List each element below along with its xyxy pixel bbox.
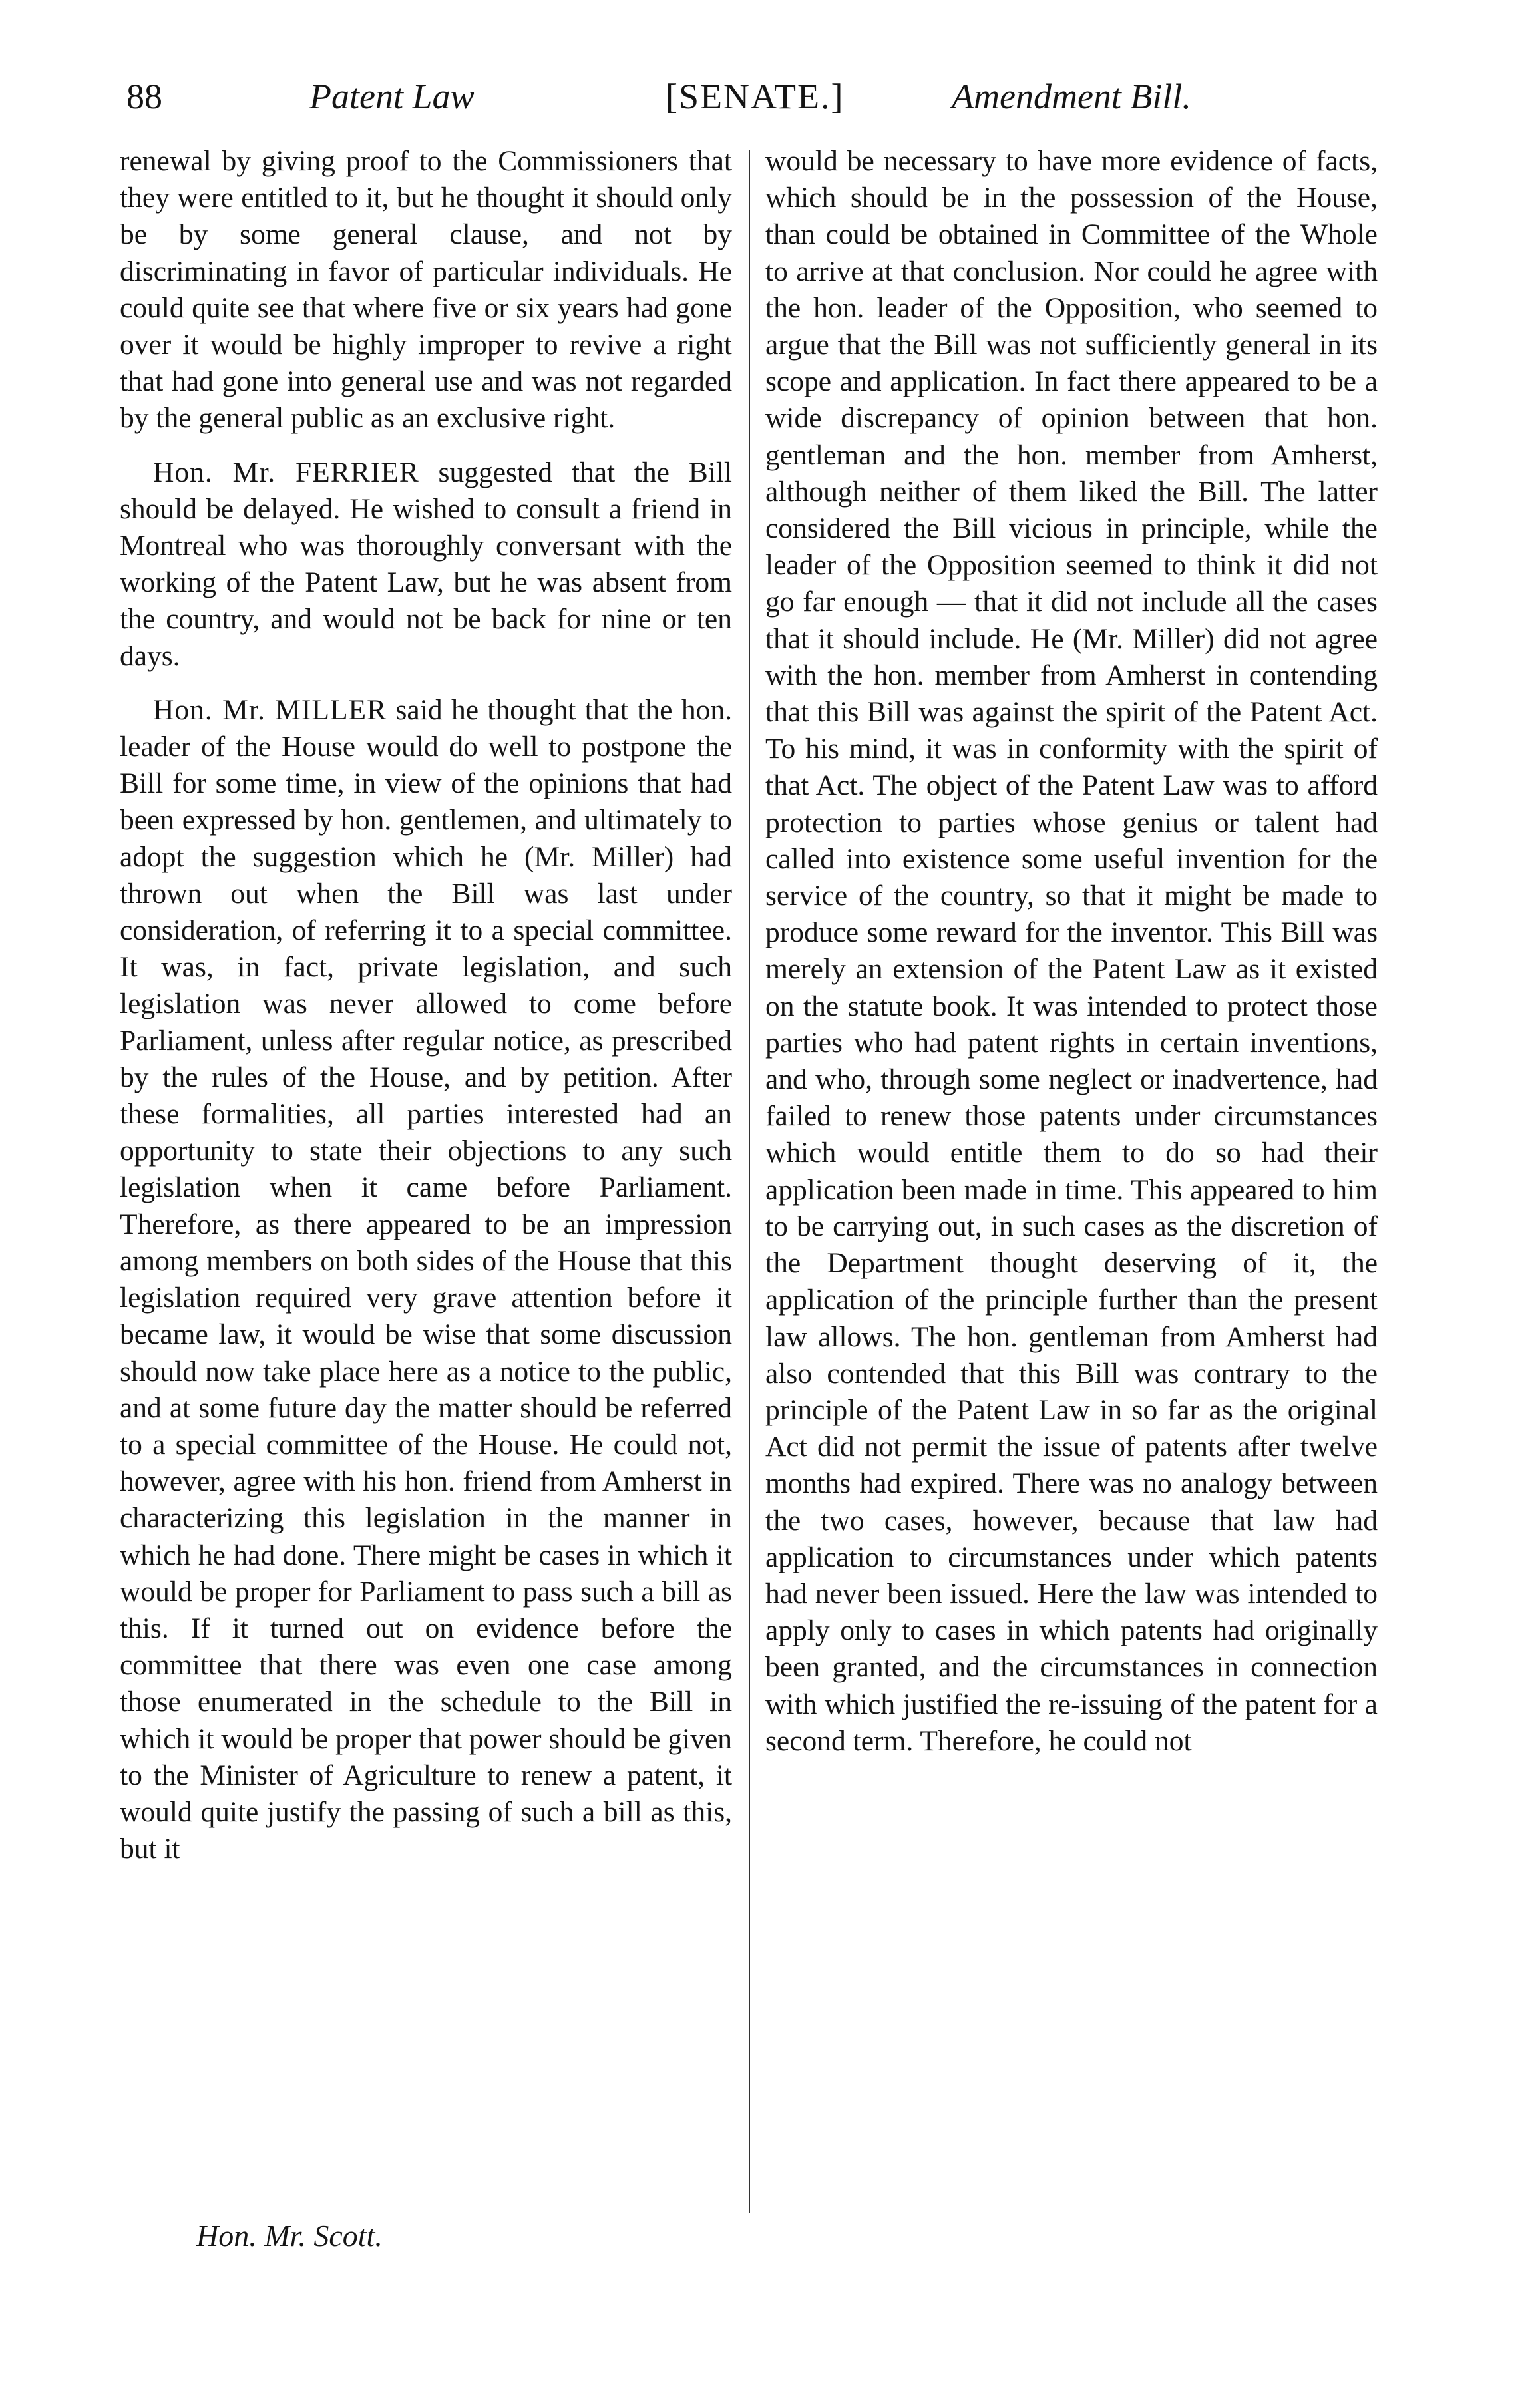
speaker-name: Hon. Mr. MILLER (153, 693, 387, 726)
paragraph-ferrier (120, 455, 732, 675)
paragraph-continuation: renewal by giving proof to the Commissioners that they were entitled to it, but he thought it should only be by some general clause, and not by discriminating in favor of particular individuals. He could quite see that where five or six years had gone over it would be highly improper to revive a right that had gone into general use and was not regarded by the general public as an exclusive right. (120, 145, 732, 435)
paragraph-miller (120, 692, 732, 1868)
column-divider (749, 150, 750, 2213)
catchword: Hon. Mr. Scott. (196, 2219, 383, 2253)
running-title-center: [SENATE.] (666, 77, 845, 116)
speaker-name: Hon. Mr. FERRIER (153, 456, 419, 488)
page-number: 88 (126, 77, 162, 116)
left-column (120, 143, 732, 1885)
running-title-left: Patent Law (309, 77, 475, 116)
speech-text: said he thought that the hon. leader of the House would do well to postpone the Bill for some time, in view of the opinions that had been expressed by hon. gentlemen, and ultimately to adopt the suggestion which he (Mr. Miller) had thrown out when the Bill was last under consideration, of referring it to a special committee. It was, in fact, private legislation, and such legislation was never allowed to come before Parliament, unless after regular notice, as prescribed by the rules of the House, and by petition. After these formalities, all parties interested had an opportunity to state their objections to any such legislation when it came before Parliament. Therefore, as there appeared to be an impression among members on both sides of the House that this legislation required very grave attention before it became law, it would be wise that some discussion should now take place here as a notice to the public, and at some future day the matter should be referred to a special committee of the House. He could not, however, agree with his hon. friend from Amherst in characterizing this legislation in the manner in which he had done. There might be cases in which it would be proper for Parliament to pass such a bill as this. If it turned out on evidence before the committee that there was even one case among those enumerated in the schedule to the Bill in which it would be proper that power should be given to the Minister of Agriculture to renew a patent, it would quite justify the passing of such a bill as this, but it (120, 693, 732, 1865)
speech-text: suggested that the Bill should be delayed. He wished to consult a friend in Montreal who was thoroughly conversant with the working of the Patent Law, but he was absent from the country, and would not be back for nine or ten days. (120, 456, 732, 672)
running-head (126, 70, 1378, 123)
right-column (765, 143, 1378, 1777)
running-title-right: Amendment Bill. (952, 77, 1191, 116)
paragraph-continuation: would be necessary to have more evidence of facts, which should be in the possession of the House, than could be obtained in Committee of the Whole to arrive at that conclusion. Nor could he agree with the hon. leader of the Opposition, who seemed to argue that the Bill was not sufficiently general in its scope and application. In fact there appeared to be a wide discrepancy of opinion between that hon. gentleman and the hon. member from Amherst, although neither of them liked the Bill. The latter considered the Bill vicious in principle, while the leader of the Opposition seemed to think it did not go far enough — that it did not include all the cases that it should include. He (Mr. Miller) did not agree with the hon. member from Amherst in contending that this Bill was against the spirit of the Patent Act. To his mind, it was in conformity with the spirit of that Act. The object of the Patent Law was to afford protection to parties whose genius or talent had called into existence some useful invention for the service of the country, so that it might be made to produce some reward for the inventor. This Bill was merely an extension of the Patent Law as it existed on the statute book. It was intended to protect those parties who had patent rights in certain inventions, and who, through some neglect or inadvertence, had failed to renew those patents under circumstances which would entitle them to do so had their application been made in time. This appeared to him to be carrying out, in such cases as the discretion of the Department thought deserving of it, the application of the principle further than the present law allows. The hon. gentleman from Amherst had also contended that this Bill was contrary to the principle of the Patent Law in so far as the original Act did not permit the issue of patents after twelve months had expired. There was no analogy between the two cases, however, because that law had application to circumstances under which patents had never been issued. Here the law was intended to apply only to cases in which patents had originally been granted, and the circumstances in connection with which justified the re-issuing of the patent for a second term. Therefore, he could not (765, 145, 1378, 1757)
